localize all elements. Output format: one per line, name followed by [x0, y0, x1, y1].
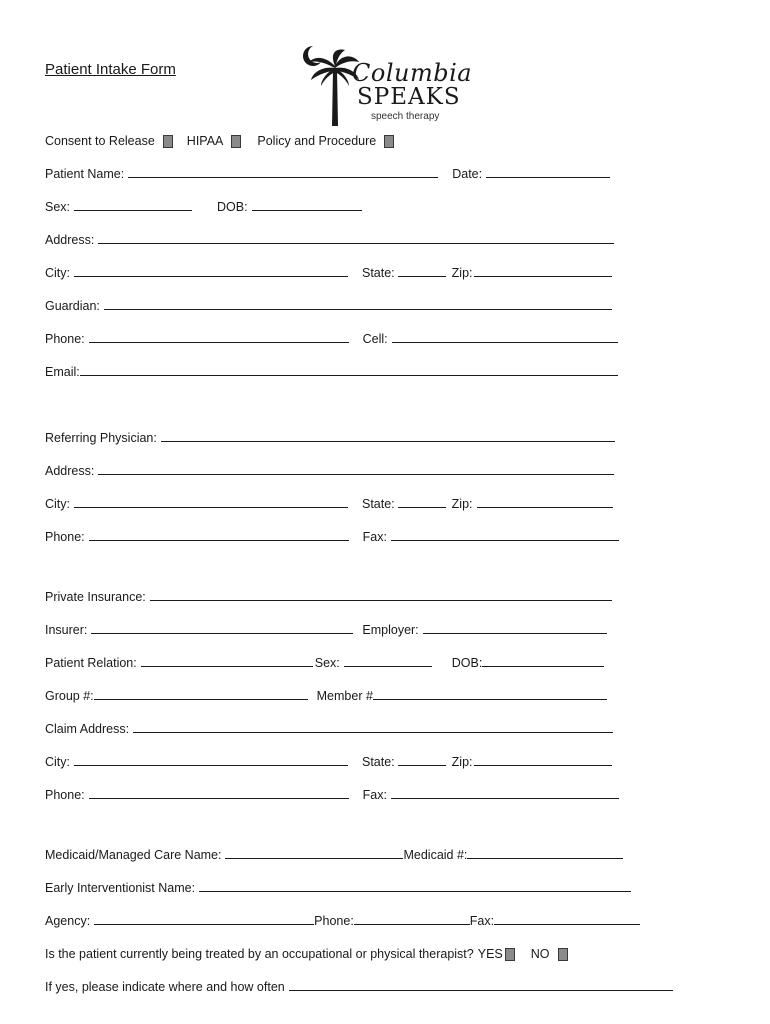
patient-address-row — [45, 229, 614, 247]
physician-city-field[interactable] — [74, 507, 348, 508]
member-field[interactable] — [373, 699, 607, 700]
logo-tagline: speech therapy — [371, 111, 440, 122]
agency-phone-label: Phone: — [314, 914, 354, 928]
phone-label: Phone: — [45, 332, 85, 346]
physician-address-label: Address: — [45, 464, 95, 478]
address-field[interactable] — [98, 243, 614, 244]
therapist-question-label: Is the patient currently being treated by an occupational or physical therapist? — [45, 947, 474, 961]
physician-phone-row — [45, 526, 619, 544]
date-field[interactable] — [486, 177, 610, 178]
date-label: Date: — [452, 167, 483, 181]
patient-relation-label: Patient Relation: — [45, 656, 137, 670]
therapist-question-row — [45, 943, 568, 961]
claim-address-row — [45, 718, 613, 736]
insurer-row — [45, 619, 607, 637]
agency-row — [45, 910, 640, 928]
medicaid-name-label: Medicaid/Managed Care Name: — [45, 848, 222, 862]
city-label: City: — [45, 266, 70, 280]
employer-field[interactable] — [423, 633, 607, 634]
patient-sex-dob-row — [45, 196, 362, 214]
claim-address-field[interactable] — [133, 732, 613, 733]
patient-relation-row — [45, 652, 604, 670]
email-field[interactable] — [80, 375, 618, 376]
zip-label: Zip: — [451, 266, 473, 280]
patient-name-field[interactable] — [128, 177, 438, 178]
if-yes-field[interactable] — [289, 990, 673, 991]
physician-zip-field[interactable] — [477, 507, 613, 508]
patient-city-row — [45, 262, 612, 280]
phone-field[interactable] — [89, 342, 349, 343]
physician-state-label: State: — [362, 497, 395, 511]
yes-label: YES — [477, 947, 503, 961]
sex-label: Sex: — [45, 200, 71, 214]
claim-address-label: Claim Address: — [45, 722, 130, 736]
patient-phone-row — [45, 328, 618, 346]
sex-field[interactable] — [74, 210, 192, 211]
agency-fax-field[interactable] — [494, 924, 640, 925]
city-field[interactable] — [74, 276, 348, 277]
agency-fax-label: Fax: — [469, 914, 495, 928]
interventionist-row — [45, 877, 631, 895]
if-yes-label: If yes, please indicate where and how often — [45, 980, 285, 994]
hipaa-checkbox[interactable] — [231, 135, 241, 148]
agency-phone-field[interactable] — [354, 924, 470, 925]
referring-physician-row — [45, 427, 615, 445]
agency-field[interactable] — [94, 924, 314, 925]
email-label: Email: — [45, 365, 80, 379]
dob-field[interactable] — [252, 210, 362, 211]
insurance-city-field[interactable] — [74, 765, 348, 766]
guardian-row — [45, 295, 612, 313]
insurance-zip-field[interactable] — [474, 765, 612, 766]
employer-label: Employer: — [362, 623, 419, 637]
insurance-city-label: City: — [45, 755, 70, 769]
logo-script-text: Columbia — [352, 59, 473, 87]
private-insurance-field[interactable] — [150, 600, 612, 601]
if-yes-row — [45, 976, 673, 994]
state-label: State: — [362, 266, 395, 280]
interventionist-field[interactable] — [199, 891, 631, 892]
group-label: Group #: — [45, 689, 94, 703]
group-member-row — [45, 685, 607, 703]
medicaid-row — [45, 844, 623, 862]
physician-city-label: City: — [45, 497, 70, 511]
insured-dob-label: DOB: — [451, 656, 483, 670]
insurance-phone-label: Phone: — [45, 788, 85, 802]
policy-checkbox[interactable] — [384, 135, 394, 148]
physician-fax-field[interactable] — [391, 540, 619, 541]
columbia-speaks-logo — [295, 42, 473, 126]
referring-physician-label: Referring Physician: — [45, 431, 157, 445]
insurance-zip-label: Zip: — [451, 755, 473, 769]
state-field[interactable] — [398, 276, 446, 277]
private-insurance-row — [45, 586, 612, 604]
no-label: NO — [530, 947, 550, 961]
physician-zip-label: Zip: — [451, 497, 473, 511]
group-field[interactable] — [94, 699, 308, 700]
physician-phone-label: Phone: — [45, 530, 85, 544]
patient-name-label: Patient Name: — [45, 167, 125, 181]
medicaid-number-field[interactable] — [467, 858, 623, 859]
form-title: Patient Intake Form — [45, 61, 176, 78]
patient-name-row — [45, 163, 610, 181]
no-checkbox[interactable] — [558, 948, 568, 961]
address-label: Address: — [45, 233, 95, 247]
insurance-state-field[interactable] — [398, 765, 446, 766]
insurer-label: Insurer: — [45, 623, 88, 637]
logo-bold-text: SPEAKS — [357, 84, 461, 110]
insured-sex-label: Sex: — [314, 656, 340, 670]
agency-label: Agency: — [45, 914, 91, 928]
medicaid-number-label: Medicaid #: — [403, 848, 468, 862]
physician-phone-field[interactable] — [89, 540, 349, 541]
consent-row — [45, 130, 394, 148]
guardian-label: Guardian: — [45, 299, 100, 313]
insurance-fax-field[interactable] — [391, 798, 619, 799]
medicaid-name-field[interactable] — [225, 858, 403, 859]
physician-city-row — [45, 493, 613, 511]
zip-field[interactable] — [474, 276, 612, 277]
consent-release-checkbox[interactable] — [163, 135, 173, 148]
insured-dob-field[interactable] — [482, 666, 604, 667]
patient-relation-field[interactable] — [141, 666, 313, 667]
physician-state-field[interactable] — [398, 507, 446, 508]
member-label: Member # — [316, 689, 373, 703]
cell-field[interactable] — [392, 342, 618, 343]
physician-address-field[interactable] — [98, 474, 614, 475]
insurer-field[interactable] — [91, 633, 353, 634]
insurance-phone-field[interactable] — [89, 798, 349, 799]
guardian-field[interactable] — [104, 309, 612, 310]
physician-fax-label: Fax: — [362, 530, 387, 544]
private-insurance-label: Private Insurance: — [45, 590, 146, 604]
cell-label: Cell: — [362, 332, 388, 346]
insurance-phone-row — [45, 784, 619, 802]
yes-checkbox[interactable] — [505, 948, 515, 961]
policy-label: Policy and Procedure — [257, 134, 377, 148]
insured-sex-field[interactable] — [344, 666, 432, 667]
dob-label: DOB: — [217, 200, 248, 214]
insurance-state-label: State: — [362, 755, 395, 769]
physician-address-row — [45, 460, 614, 478]
interventionist-label: Early Interventionist Name: — [45, 881, 196, 895]
insurance-city-row — [45, 751, 612, 769]
referring-physician-field[interactable] — [161, 441, 615, 442]
hipaa-label: HIPAA — [186, 134, 224, 148]
insurance-fax-label: Fax: — [362, 788, 387, 802]
email-row — [45, 361, 618, 379]
consent-release-label: Consent to Release — [45, 134, 155, 148]
